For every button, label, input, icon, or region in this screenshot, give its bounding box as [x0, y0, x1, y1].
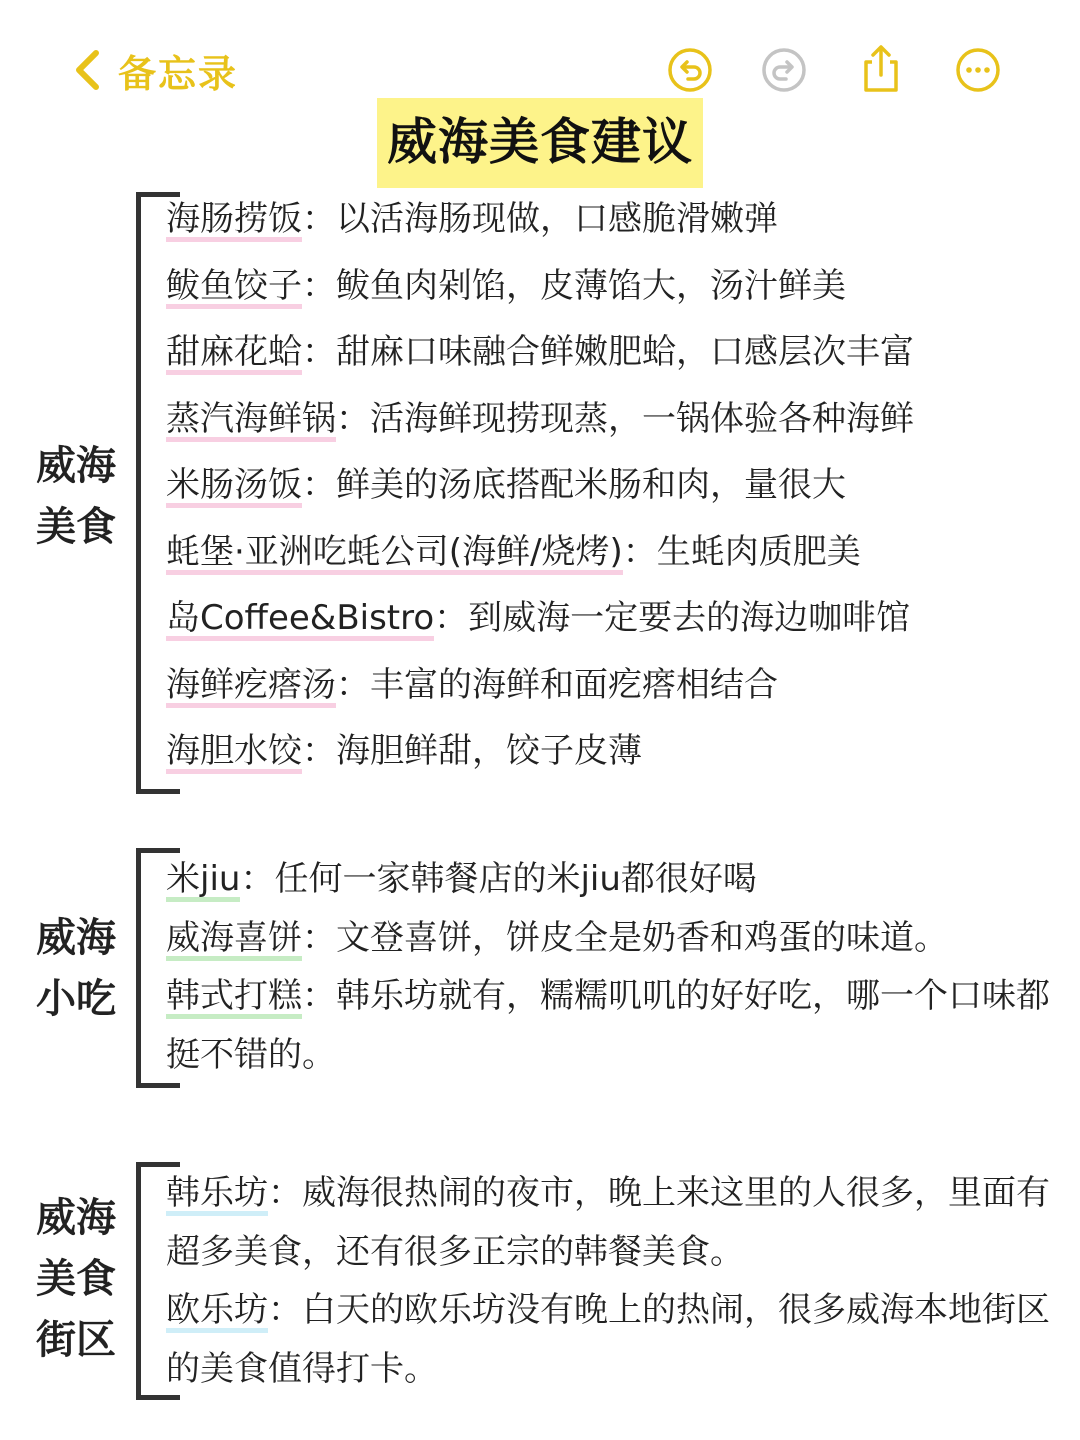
item-name: 韩式打糕 [166, 976, 302, 1019]
item-desc: 海胆鲜甜，饺子皮薄 [336, 731, 642, 771]
item-separator: ： [302, 731, 336, 771]
list-item [166, 386, 1066, 453]
list-item [166, 1164, 1066, 1281]
item-desc: 威海很热闹的夜市，晚上来这里的人很多，里面有超多美食，还有很多正宗的韩餐美食。 [166, 1173, 1050, 1272]
item-desc: 甜麻口味融合鲜嫩肥蛤，口感层次丰富 [336, 332, 914, 372]
item-name: 岛Coffee&Bistro [166, 598, 434, 641]
item-desc: 到威海一定要去的海边咖啡馆 [468, 598, 911, 638]
item-separator: ： [268, 1290, 302, 1330]
section-label-line: 威海 [36, 1195, 116, 1241]
list-item [166, 253, 1066, 320]
item-desc: 以活海肠现做，口感脆滑嫩弹 [336, 199, 778, 239]
list-item [166, 319, 1066, 386]
back-button[interactable] [74, 44, 238, 96]
share-button[interactable] [855, 44, 907, 96]
undo-button[interactable] [664, 44, 716, 96]
item-desc: 鲅鱼肉剁馅，皮薄馅大，汤汁鲜美 [336, 265, 846, 306]
list-item [166, 909, 1066, 968]
item-desc: 白天的欧乐坊没有晚上的热闹，很多威海本地街区的美食值得打卡。 [166, 1290, 1050, 1389]
item-name: 蚝堡·亚洲吃蚝公司(海鲜/烧烤) [166, 532, 623, 575]
more-button[interactable] [952, 44, 1004, 96]
item-name: 鲅鱼饺子 [166, 266, 302, 309]
title-area [0, 98, 1080, 188]
item-separator: ： [336, 398, 370, 439]
redo-button[interactable] [758, 44, 810, 96]
section-label [30, 436, 122, 558]
item-name: 海肠捞饭 [166, 199, 302, 242]
item-separator: ： [302, 917, 336, 958]
item-list [166, 850, 1066, 1084]
list-item [166, 850, 1066, 909]
item-separator: ： [268, 1173, 302, 1213]
list-item [166, 1281, 1066, 1398]
page-title: 威海美食建议 [377, 98, 703, 188]
item-desc: 鲜美的汤底搭配米肠和肉，量很大 [336, 465, 846, 505]
item-name: 海胆水饺 [166, 731, 302, 774]
chevron-left-icon [74, 49, 100, 91]
item-separator: ： [302, 265, 336, 306]
section-label-line: 威海 [36, 443, 116, 489]
section-label-line: 美食 [36, 504, 116, 550]
back-label: 备忘录 [118, 51, 239, 96]
item-desc: 丰富的海鲜和面疙瘩相结合 [370, 664, 778, 705]
redo-icon [760, 46, 808, 94]
item-separator: ： [434, 598, 469, 638]
item-name: 蒸汽海鲜锅 [166, 399, 336, 442]
section-label [30, 1188, 122, 1371]
section-label [30, 908, 122, 1030]
section-label-line: 街区 [36, 1317, 116, 1363]
item-desc: 活海鲜现捞现蒸，一锅体验各种海鲜 [370, 398, 914, 439]
list-item [166, 186, 1066, 253]
list-item [166, 652, 1066, 719]
item-separator: ： [622, 531, 657, 572]
item-name: 威海喜饼 [166, 918, 302, 961]
item-name: 米肠汤饭 [166, 465, 302, 508]
item-separator: ： [302, 465, 336, 505]
share-icon [857, 44, 905, 96]
section-label-line: 美食 [36, 1256, 116, 1302]
item-name: 甜麻花蛤 [166, 332, 302, 375]
item-separator: ： [336, 664, 370, 705]
item-desc: 生蚝肉质肥美 [656, 531, 861, 572]
list-item [166, 967, 1066, 1084]
item-name: 米jiu [166, 859, 240, 902]
section-label-line: 威海 [36, 915, 116, 961]
list-item [166, 452, 1066, 519]
item-name: 韩乐坊 [166, 1173, 268, 1216]
list-item [166, 718, 1066, 785]
undo-icon [666, 46, 714, 94]
item-separator: ： [302, 332, 336, 372]
item-separator: ： [240, 859, 275, 899]
item-separator: ： [302, 199, 336, 239]
list-item [166, 519, 1066, 586]
item-list [166, 1164, 1066, 1398]
item-desc: 文登喜饼，饼皮全是奶香和鸡蛋的味道。 [336, 917, 948, 958]
item-name: 欧乐坊 [166, 1290, 268, 1333]
list-item [166, 585, 1066, 652]
item-separator: ： [302, 976, 336, 1016]
item-desc: 任何一家韩餐店的米jiu都很好喝 [274, 859, 757, 899]
top-toolbar [0, 0, 1080, 110]
item-list [166, 186, 1066, 785]
item-desc: 韩乐坊就有，糯糯叽叽的好好吃，哪一个口味都挺不错的。 [166, 976, 1050, 1075]
section-label-line: 小吃 [36, 976, 116, 1022]
more-icon [954, 46, 1002, 94]
item-name: 海鲜疙瘩汤 [166, 665, 336, 708]
